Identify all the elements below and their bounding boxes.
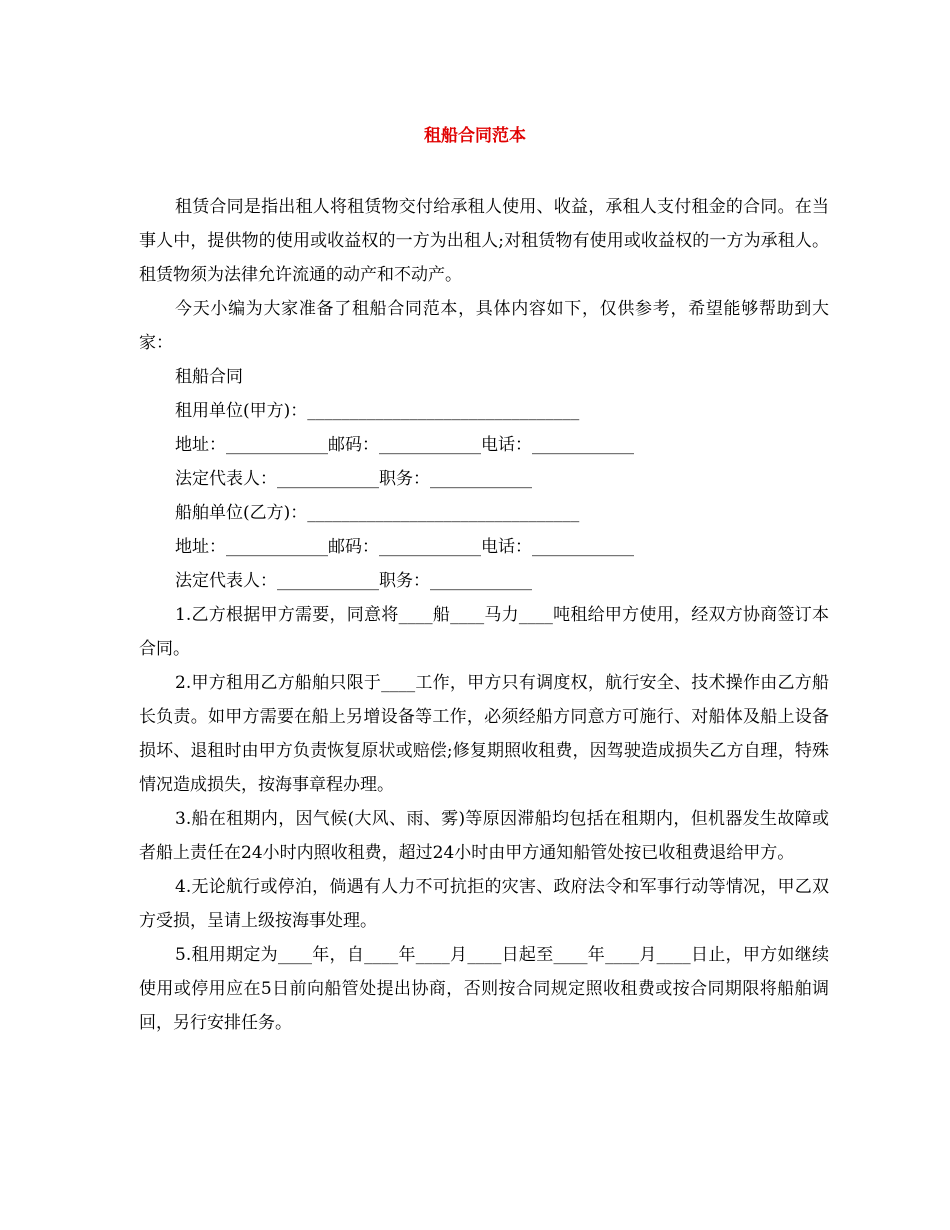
clause-1: 1.乙方根据甲方需要，同意将____船____马力____吨租给甲方使用，经双方协商签订本合同。 <box>139 605 829 659</box>
clause-2: 2.甲方租用乙方船舶只限于____工作，甲方只有调度权，航行安全、技术操作由乙方船长负责。如甲方需要在船上另增设备等工作，必须经船方同意方可施行、对船体及船上设备损坏、退租时由甲方负责恢复原状或赔偿;修复期照收租费，因驾驶造成损失乙方自理，特殊情况造成损失，按海事章程办理。 <box>139 673 829 795</box>
clause-4: 4.无论航行或停泊，倘遇有人力不可抗拒的灾害、政府法令和军事行动等情况，甲乙双方受损，呈请上级按海事处理。 <box>139 877 829 931</box>
party-b-unit-line: 船舶单位(乙方)：________________________________ <box>175 503 580 523</box>
party-a-representative-line: 法定代表人：____________职务：____________ <box>175 469 532 489</box>
party-a-address-line: 地址：____________邮码：____________电话：____________ <box>175 435 634 455</box>
clause-3: 3.船在租期内，因气候(大风、雨、雾)等原因滞船均包括在租期内，但机器发生故障或者船上责任在24小时内照收租费，超过24小时由甲方通知船管处按已收租费退给甲方。 <box>139 809 829 863</box>
party-a-unit-line: 租用单位(甲方)：________________________________ <box>175 401 580 421</box>
clause-5: 5.租用期定为____年，自____年____月____日起至____年____月____日止，甲方如继续使用或停用应在5日前向船管处提出协商，否则按合同规定照收租费或按合同期限将船舶调回，另行安排任务。 <box>139 945 829 1033</box>
party-b-address-line: 地址：____________邮码：____________电话：____________ <box>175 537 634 557</box>
party-b-representative-line: 法定代表人：____________职务：____________ <box>175 571 532 591</box>
intro-paragraph: 租赁合同是指出租人将租赁物交付给承租人使用、收益，承租人支付租金的合同。在当事人中，提供物的使用或收益权的一方为出租人;对租赁物有使用或收益权的一方为承租人。租赁物须为法律允许流通的动产和不动产。 <box>139 197 829 285</box>
contract-heading: 租船合同 <box>175 367 243 387</box>
document-body <box>139 190 829 1040</box>
document-title: 租船合同范本 <box>424 126 526 146</box>
intro-note-paragraph: 今天小编为大家准备了租船合同范本，具体内容如下，仅供参考，希望能够帮助到大家： <box>139 299 829 353</box>
